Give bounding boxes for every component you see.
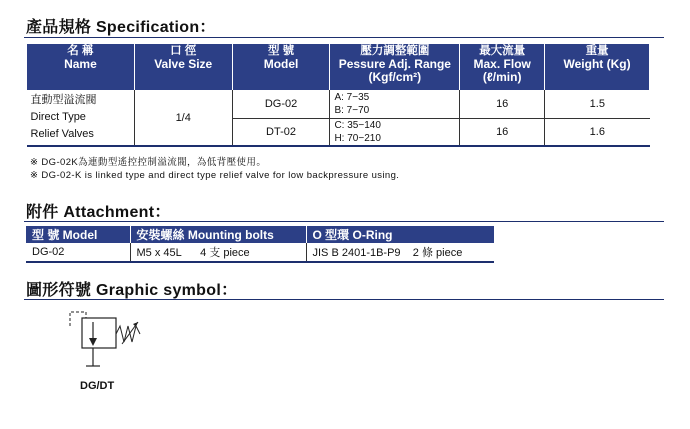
pressure-range-cell: C: 35−140 H: 70−210 xyxy=(330,118,460,146)
header-model: 型 號 Model xyxy=(232,44,330,90)
att-oring-cell: JIS B 2401-1B-P9 2 條 piece xyxy=(306,243,494,262)
spec-header-row xyxy=(27,44,650,90)
max-flow-cell: 16 xyxy=(460,118,545,146)
att-bolts-cell: M5 x 45L 4 支 piece xyxy=(130,243,306,262)
specification-table xyxy=(26,44,650,147)
model-cell: DG-02 xyxy=(232,90,330,118)
att-header-bolts: 安裝螺絲 Mounting bolts xyxy=(130,226,306,243)
max-flow-cell: 16 xyxy=(460,90,545,118)
note-cn: ※ DG-02K為連動型遙控控制溢流閥，為低背壓使用。 xyxy=(30,157,267,168)
header-max-flow: 最大流量 Max. Flow (ℓ/min) xyxy=(460,44,545,90)
weight-cell: 1.6 xyxy=(545,118,650,146)
att-header-oring: O 型環 O-Ring xyxy=(306,226,494,243)
name-en-2: Relief Valves xyxy=(30,128,94,140)
note-en: ※ DG-02-K is linked type and direct type relief valve for low backpressure using. xyxy=(30,170,400,181)
table-row xyxy=(26,243,494,262)
header-name: 名 稱 Name xyxy=(27,44,135,90)
attachment-table xyxy=(26,226,494,263)
att-header-model: 型 號 Model xyxy=(26,226,130,243)
table-row xyxy=(27,90,650,118)
graphic-title-rule xyxy=(24,299,664,300)
attachment-title-rule xyxy=(24,221,664,222)
spec-notes xyxy=(30,156,399,182)
relief-valve-symbol xyxy=(60,304,150,382)
valve-size-cell: 1/4 xyxy=(134,90,232,146)
header-weight: 重量 Weight (Kg) xyxy=(545,44,650,90)
weight-cell: 1.5 xyxy=(545,90,650,118)
header-valve-size: 口 徑 Valve Size xyxy=(134,44,232,90)
model-cell: DT-02 xyxy=(232,118,330,146)
attachment-section-title: 附件 Attachment： xyxy=(26,204,171,221)
name-cn: 直動型溢流閥 xyxy=(30,94,97,106)
spec-section-title: 產品規格 Specification： xyxy=(26,19,216,36)
pressure-range-cell: A: 7−35 B: 7−70 xyxy=(330,90,460,118)
att-model-cell: DG-02 xyxy=(26,243,130,262)
product-name-cell xyxy=(27,90,135,146)
attachment-header-row xyxy=(26,226,494,243)
header-pressure-range: 壓力調整範圍 Pessure Adj. Range (Kgf/cm²) xyxy=(330,44,460,90)
name-en-1: Direct Type xyxy=(30,111,86,123)
graphic-section-title: 圖形符號 Graphic symbol： xyxy=(26,282,238,299)
spec-title-rule xyxy=(24,37,664,38)
symbol-label: DG/DT xyxy=(80,380,115,392)
